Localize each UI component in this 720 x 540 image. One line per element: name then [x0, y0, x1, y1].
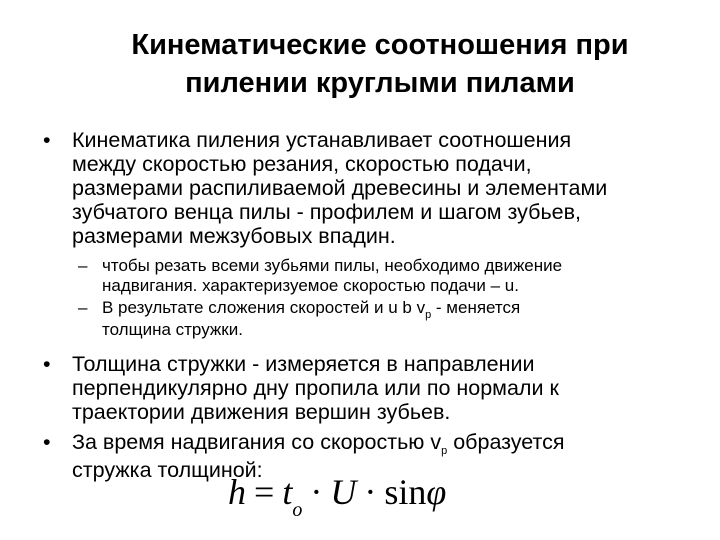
- bullet-text-line: [72, 430, 690, 458]
- bullet-marker: •: [43, 352, 51, 376]
- sub-bullet-marker: –: [78, 256, 88, 275]
- bullet-marker: •: [43, 128, 51, 152]
- bullet-text-line: траектории движения вершин зубьев.: [72, 400, 451, 424]
- formula-subscript-o: o: [292, 499, 303, 521]
- bullet-marker: •: [43, 430, 51, 454]
- title-line-2: пилении круглыми пилами: [185, 67, 575, 99]
- chip-thickness-formula: [228, 470, 446, 520]
- formula-h: h: [228, 472, 246, 512]
- bullet-text-part: образуется: [447, 430, 565, 454]
- sub-bullet-text-line: [102, 298, 690, 320]
- bullet-text-line: размерами распиливаемой древесины и элементами: [72, 176, 608, 200]
- sub-bullet-text-line: надвигания. характеризуемое скоростью подачи – u.: [102, 276, 519, 295]
- title-line-1: Кинематические соотношения при: [131, 29, 629, 61]
- bullet-list: [40, 128, 690, 482]
- bullet-text-line: Кинематика пиления устанавливает соотношения: [72, 128, 572, 152]
- bullet-text-line: Толщина стружки - измеряется в направлении: [72, 352, 535, 376]
- sub-bullet-text-part: В результате сложения скоростей и u b v: [102, 298, 426, 317]
- bullet-text-line: перпендикулярно дну пропила или по нормали к: [72, 376, 559, 400]
- velocity-subscript: р: [441, 445, 448, 457]
- sub-bullet-text-line: чтобы резать всеми зубьями пилы, необходимо движение: [102, 256, 563, 275]
- bullet-text-line: стружка толщиной:: [72, 458, 263, 482]
- bullet-chip-thickness: [40, 352, 690, 424]
- bullet-text-line: зубчатого венца пилы - профилем и шагом зубьев,: [72, 200, 582, 224]
- formula-dot: ·: [364, 472, 377, 512]
- formula-equals: =: [254, 472, 275, 512]
- formula-t: t: [282, 472, 293, 512]
- sub-bullet-text-part: - меняется: [431, 298, 521, 317]
- bullet-kinematics: [40, 128, 690, 248]
- sub-bullet-marker: –: [78, 298, 88, 317]
- bullet-text-line: между скоростью резания, скоростью подачи,: [72, 152, 532, 176]
- formula-dot: ·: [310, 472, 323, 512]
- formula-U: U: [330, 472, 357, 512]
- formula-sin: sin: [384, 472, 427, 512]
- sub-bullet-feed-motion: [40, 256, 690, 296]
- slide-title: [60, 26, 700, 102]
- sub-bullet-text-line: толщина стружки.: [102, 320, 243, 339]
- bullet-text-part: За время надвигания со скоростью v: [72, 430, 442, 454]
- velocity-subscript: р: [425, 309, 432, 321]
- formula-phi: φ: [426, 472, 447, 512]
- bullet-text-line: размерами межзубовых впадин.: [72, 224, 396, 248]
- sub-bullet-velocity-sum: [40, 298, 690, 340]
